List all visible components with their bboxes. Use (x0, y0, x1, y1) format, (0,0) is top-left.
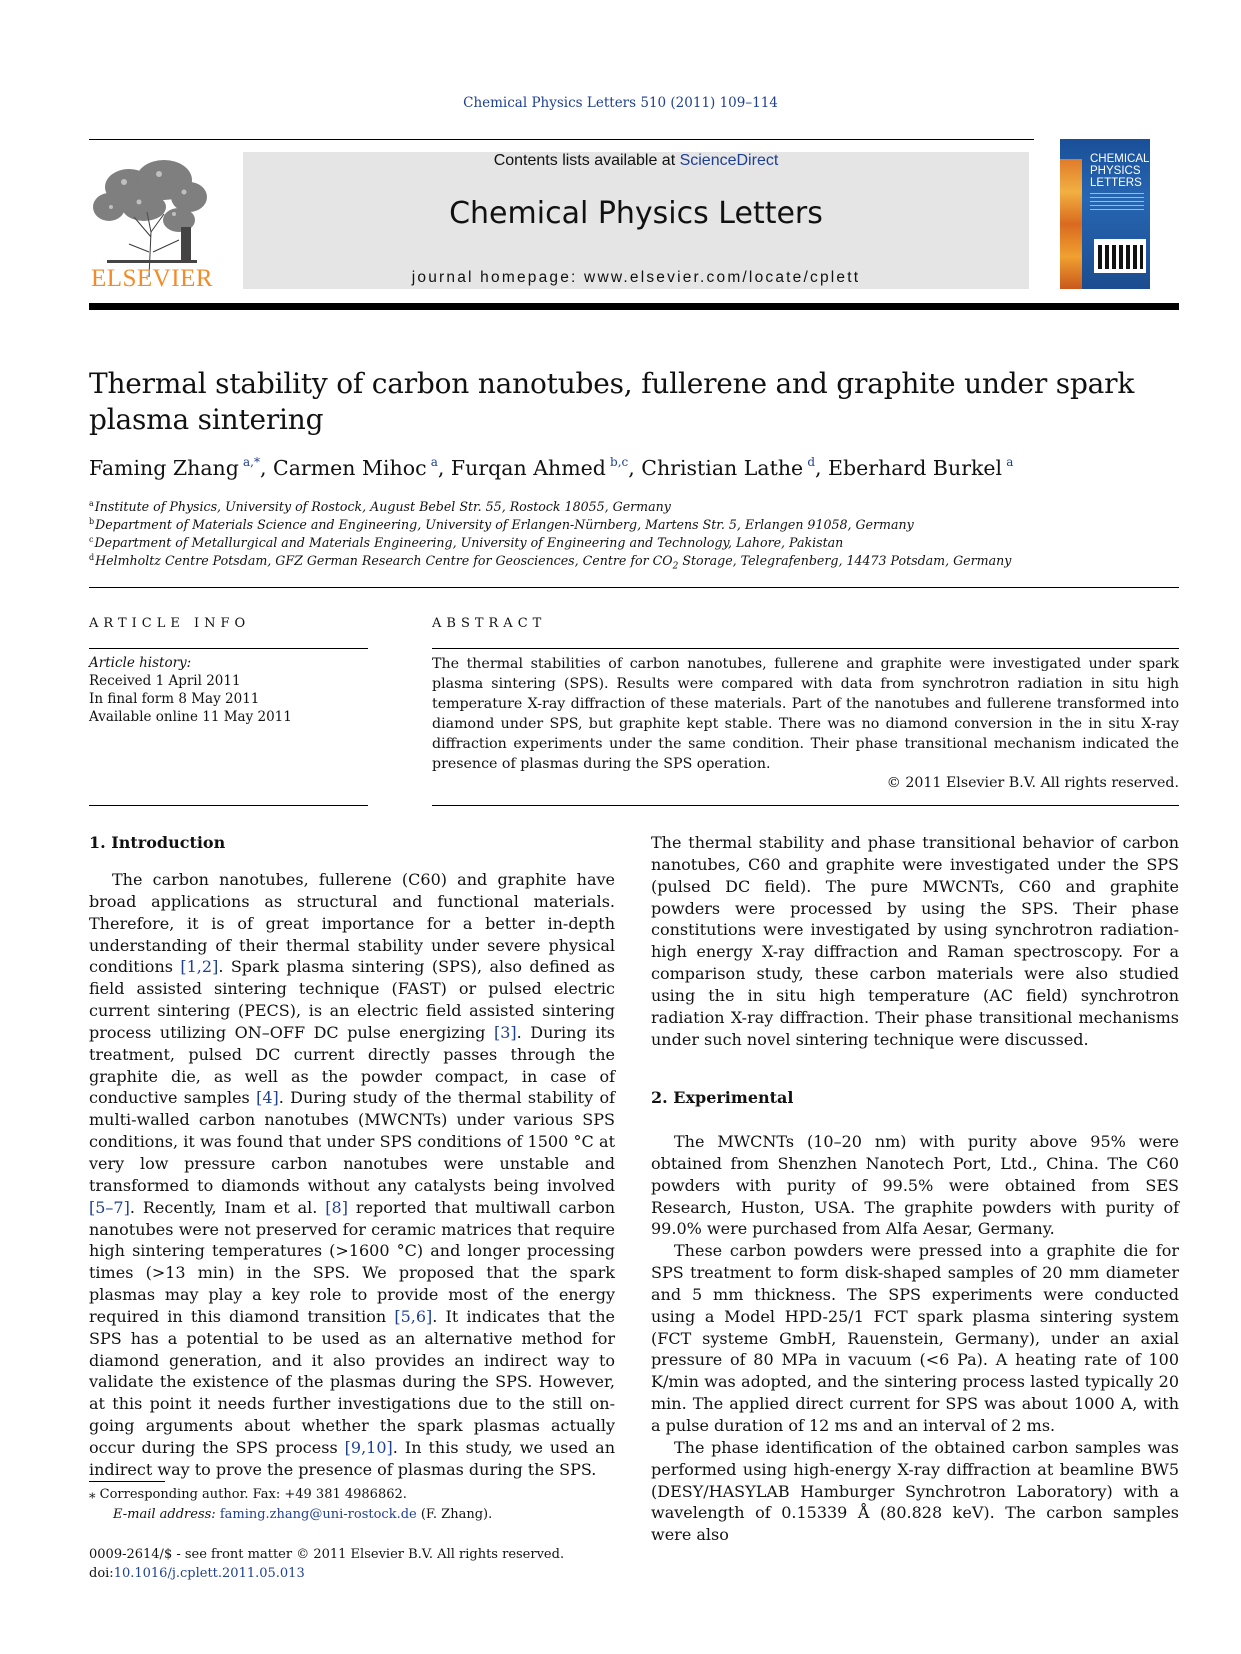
section-heading-introduction: 1. Introduction (89, 833, 226, 852)
author-name: Christian Lathe (641, 456, 804, 480)
affiliation-divider (89, 587, 1179, 588)
footnote-rule (89, 1481, 165, 1482)
citation-ref[interactable]: [1,2] (180, 957, 219, 977)
author-name: Furqan Ahmed (450, 456, 606, 480)
cover-color-strip (1060, 159, 1082, 289)
doi-prefix: doi: (89, 1566, 114, 1581)
journal-citation[interactable]: Chemical Physics Letters 510 (2011) 109–114 (463, 95, 778, 111)
article-info-rule (89, 648, 368, 649)
final-form-date: In final form 8 May 2011 (89, 691, 260, 707)
email-label: E-mail address: (113, 1507, 220, 1522)
email-suffix: (F. Zhang). (416, 1507, 493, 1522)
paragraph: The thermal stability and phase transitional behavior of carbon nanotubes, C60 and graphite were investigated under the SPS (pulsed DC field). The pure MWCNTs, C60 and graphite powders were processed by using the SPS. Their phase constitutions were investigated by using synchrotron radiation-high energy X-ray diffraction and Raman spectroscopy. For a comparison study, these carbon materials were also studied using the in situ high temperature (AC field) synchrotron radiation X-ray diffraction. Their phase transitional mechanisms under such novel sintering technique were discussed. (651, 833, 1179, 1049)
citation-ref[interactable]: [3] (493, 1022, 517, 1042)
citation-ref[interactable]: [4] (256, 1088, 279, 1108)
cover-image (1094, 239, 1146, 273)
affiliation-marker: b (89, 517, 95, 526)
email-line (89, 1505, 609, 1525)
corresponding-author-footnote (89, 1485, 609, 1525)
cover-title (1090, 153, 1150, 189)
author-name: Faming Zhang (89, 456, 239, 480)
cover-title-line: PHYSICS (1090, 165, 1141, 177)
contents-line (243, 152, 1029, 170)
journal-title[interactable]: Chemical Physics Letters (449, 196, 823, 231)
affiliation-text: Department of Metallurgical and Materials Engineering, University of Engineering and Technology, Lahore, Pakistan (94, 535, 844, 550)
paragraph: The phase identification of the obtained carbon samples was performed using high-energy X-ray diffraction at beamline BW5 (DESY/HASYLAB Hamburger Synchrotron Laboratory) with a wavelength of 0.15339 Å (80.828 keV). The carbon samples were also (651, 1437, 1179, 1545)
elsevier-wordmark: ELSEVIER (90, 265, 214, 292)
article-info-heading: ARTICLE INFO (89, 616, 251, 631)
abstract-rule (432, 648, 1179, 649)
affiliation-subscript: 2 (672, 561, 679, 572)
cover-title-line: CHEMICAL (1090, 153, 1150, 165)
doi-line (89, 1564, 689, 1583)
affiliation-text: Department of Materials Science and Engineering, University of Erlangen-Nürnberg, Martens Str. 5, Erlangen 91058, Germany (95, 517, 914, 532)
abstract-heading: ABSTRACT (432, 616, 547, 631)
affiliation (89, 553, 1179, 572)
corresponding-author-note: ⁎ Corresponding author. Fax: +49 381 4986862. (89, 1487, 407, 1502)
paragraph: The MWCNTs (10–20 nm) with purity above 95% were obtained from Shenzhen Nanotech Port, Ltd., China. The C60 powders with purity of 99.5% were obtained from SES Research, Huston, USA. The graphite powders with purity of 99.0% were purchased from Alfa Aesar, Germany. (651, 1132, 1179, 1239)
citation-ref[interactable]: [5,6] (394, 1306, 433, 1326)
article-title: Thermal stability of carbon nanotubes, fullerene and graphite under spark plasma sintering (89, 367, 1135, 436)
author-affiliation-marker[interactable]: a (430, 455, 438, 469)
email-link[interactable]: faming.zhang@uni-rostock.de (219, 1507, 417, 1522)
author-list: Faming Zhang $^{a,*}$, Carmen Mihoc $^a$, Furqan Ahmed $^{b,c}$, Christian Lathe $^d$, Eberhard Burkel $^a$ (89, 455, 1014, 480)
cover-title-line: LETTERS (1090, 177, 1142, 189)
doi-link[interactable]: 10.1016/j.cplett.2011.05.013 (113, 1566, 305, 1581)
affiliation-text: Storage, Telegrafenberg, 14473 Potsdam, Germany (678, 553, 1012, 568)
introduction-body (89, 869, 615, 1481)
affiliation (89, 535, 1179, 550)
introduction-continued (651, 832, 1179, 1050)
article-info-rule-bottom (89, 805, 368, 806)
online-date: Available online 11 May 2011 (89, 709, 292, 725)
affiliation-text: Helmholtz Centre Potsdam, GFZ German Research Centre for Geosciences, Centre for CO (95, 553, 673, 568)
header-divider (89, 303, 1179, 310)
author-affiliation-marker[interactable]: b,c (610, 455, 629, 469)
affiliation (89, 517, 1179, 532)
citation-ref[interactable]: [5–7] (89, 1197, 130, 1217)
history-label: Article history: (89, 655, 192, 671)
text: The carbon nanotubes, fullerene (C60) and graphite have broad applications as structural and functional materials. Therefore, it is of great importance for a better in-depth understanding of their thermal stability under severe physical conditions (89, 870, 615, 977)
text: . In this study, we used an indirect way to prove the presence of plasmas during the SPS. (89, 1437, 616, 1479)
affiliation-marker: c (89, 535, 94, 544)
cover-subtitle-lines (1090, 193, 1144, 213)
author-name: Eberhard Burkel (828, 456, 1003, 480)
author-affiliation-marker[interactable]: a (1006, 455, 1014, 469)
author-affiliation-marker[interactable]: a,* (243, 455, 260, 469)
affiliation-marker: a (89, 499, 94, 508)
paragraph (89, 869, 615, 1481)
author-name: Carmen Mihoc (273, 456, 427, 480)
paragraph: These carbon powders were pressed into a graphite die for SPS treatment to form disk-shaped samples of 20 mm diameter and 5 mm thickness. The SPS experiments were conducted using a Model HPD-25/1 FCT spark plasma sintering system (FCT systeme GmbH, Rauenstein, Germany), under an axial pressure of 80 MPa in vacuum (<6 Pa). A heating rate of 100 K/min was adopted, and the sintering process lasted typically 20 min. The applied direct current for SPS was about 1000 A, with a pulse duration of 12 ms and an interval of 2 ms. (651, 1241, 1179, 1435)
top-rule (89, 139, 1034, 140)
affiliation-marker: d (89, 553, 95, 562)
text: . During its treatment, pulsed DC current directly passes through the graphite die, as well as the powder compact, in case of conductive samples (89, 1022, 615, 1108)
text: . It indicates that the SPS has a potential to be used as an alternative method for diamond generation, and it also provides an indirect way to validate the existence of the plasmas during the SPS. However, at this point it needs further investigations due to the still on-going arguments about whether the spark plasmas actually occur during the SPS process (89, 1306, 615, 1457)
abstract-text: The thermal stabilities of carbon nanotubes, fullerene and graphite were investigated under spark plasma sintering (SPS). Results were compared with data from synchrotron radiation in situ high temperature X-ray diffraction of these materials. Part of the nanotubes and fullerene transformed into diamond under SPS, but graphite kept stable. There was no diamond conversion in the in situ X-ray diffraction experiments under the same condition. Their phase transitional mechanism indicated the presence of plasmas during the SPS operation. (432, 656, 1179, 772)
front-matter (89, 1545, 689, 1583)
text: . Spark plasma sintering (SPS), also defined as field assisted sintering technique (FAST) or pulsed electric current sintering (PECS), is an electric field assisted sintering process utilizing ON–OFF DC pulse energizing (89, 957, 615, 1042)
sciencedirect-link[interactable]: ScienceDirect (679, 152, 779, 169)
abstract-copyright: © 2011 Elsevier B.V. All rights reserved. (886, 775, 1179, 791)
journal-homepage[interactable]: journal homepage: www.elsevier.com/locate/cplett (411, 269, 861, 286)
citation-ref[interactable]: [9,10] (344, 1437, 393, 1457)
citation-ref[interactable]: [8] (325, 1197, 348, 1217)
author-affiliation-marker[interactable]: d (807, 455, 815, 469)
affiliation-text: Institute of Physics, University of Rostock, August Bebel Str. 55, Rostock 18055, Germany (94, 499, 671, 514)
experimental-body (651, 1131, 1179, 1546)
journal-cover[interactable] (1060, 139, 1150, 289)
contents-prefix: Contents lists available at (493, 152, 680, 169)
issn-line: 0009-2614/$ - see front matter © 2011 Elsevier B.V. All rights reserved. (89, 1547, 565, 1562)
received-date: Received 1 April 2011 (89, 673, 241, 689)
affiliation (89, 499, 1179, 514)
article-history (89, 654, 369, 726)
section-heading-experimental: 2. Experimental (651, 1088, 794, 1107)
text: . Recently, Inam et al. (129, 1197, 326, 1217)
abstract-rule-bottom (432, 805, 1179, 806)
text: . During study of the thermal stability of multi-walled carbon nanotubes (MWCNTs) under various SPS conditions, it was found that under SPS conditions of 1500 °C at very low pressure carbon nanotubes were unstable and transformed to diamonds without any catalysts being involved (89, 1088, 616, 1195)
text: reported that multiwall carbon nanotubes were not preserved for ceramic matrices that require high sintering temperatures (>1600 °C) and longer processing times (>13 min) in the SPS. We proposed that the spark plasmas may play a key role to provide most of the energy required in this diamond transition (89, 1197, 616, 1326)
